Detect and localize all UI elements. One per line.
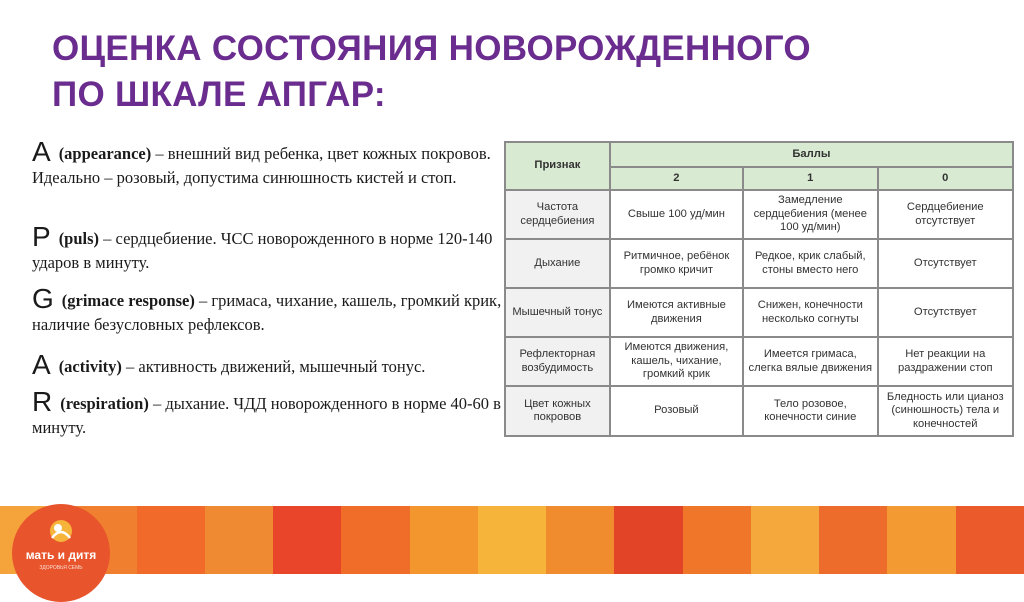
definition-term: (grimace response) [61, 291, 195, 310]
row-sign: Дыхание [505, 239, 610, 288]
definition-activity [32, 349, 426, 380]
brand-logo [12, 504, 110, 602]
strip-segment [683, 506, 751, 574]
cell-score-1: Тело розовое, конечности синие [743, 386, 877, 436]
row-sign: Частота сердцебиения [505, 190, 610, 239]
cell-score-1: Редкое, крик слабый, стоны вместо него [743, 239, 877, 288]
strip-segment [205, 506, 273, 574]
column-header-scores: Баллы [610, 142, 1013, 167]
table-row [505, 337, 1013, 386]
cell-score-2: Имеются движения, кашель, чихание, громкий крик [610, 337, 743, 386]
slide-title-line-1: ОЦЕНКА СОСТОЯНИЯ НОВОРОЖДЕННОГО [52, 29, 811, 68]
cell-score-2: Ритмичное, ребёнок громко кричит [610, 239, 743, 288]
column-header-score-1: 1 [743, 167, 877, 190]
definition-term: (appearance) [58, 144, 152, 163]
brand-tagline: ЗДОРОВЬЯ СЕМЬ [39, 565, 83, 571]
definition-text: – внешний вид ребенка, цвет кожных покровов. Идеально – розовый, допустима синюшность кистей и стоп. [32, 144, 491, 187]
cell-score-1: Снижен, конечности несколько согнуты [743, 288, 877, 337]
strip-segment [410, 506, 478, 574]
table-row [505, 190, 1013, 239]
strip-segment [887, 506, 955, 574]
definition-term: (respiration) [60, 394, 149, 413]
table-row [505, 288, 1013, 337]
definition-puls [32, 221, 502, 275]
cell-score-0: Отсутствует [878, 239, 1013, 288]
strip-segment [137, 506, 205, 574]
definition-text: – дыхание. ЧДД новорожденного в норме 40-60 в минуту. [32, 394, 501, 437]
strip-segment [478, 506, 546, 574]
definition-respiration [32, 386, 502, 440]
slide-title [52, 26, 952, 118]
row-sign: Цвет кожных покровов [505, 386, 610, 436]
cell-score-0: Отсутствует [878, 288, 1013, 337]
definition-letter: A [32, 349, 51, 380]
definition-letter: R [32, 386, 53, 417]
table-row [505, 239, 1013, 288]
strip-segment [614, 506, 682, 574]
column-header-score-0: 0 [878, 167, 1013, 190]
cell-score-0: Нет реакции на раздражении стоп [878, 337, 1013, 386]
definition-term: (puls) [58, 229, 100, 248]
strip-segment [751, 506, 819, 574]
brand-name: мать и дитя [25, 548, 97, 562]
cell-score-2: Свыше 100 уд/мин [610, 190, 743, 239]
row-sign: Рефлекторная возбудимость [505, 337, 610, 386]
definition-text: – сердцебиение. ЧСС новорожденного в норме 120-140 ударов в минуту. [32, 229, 493, 272]
column-header-score-2: 2 [610, 167, 743, 190]
cell-score-1: Имеется гримаса, слегка вялые движения [743, 337, 877, 386]
definition-letter: A [32, 136, 51, 167]
strip-segment [546, 506, 614, 574]
cell-score-2: Имеются активные движения [610, 288, 743, 337]
cell-score-2: Розовый [610, 386, 743, 436]
row-sign: Мышечный тонус [505, 288, 610, 337]
definition-appearance [32, 136, 502, 190]
strip-segment [341, 506, 409, 574]
definition-letter: P [32, 221, 51, 252]
table-row [505, 386, 1013, 436]
apgar-score-table [504, 141, 1014, 437]
definition-grimace [32, 283, 502, 337]
definition-text: – активность движений, мышечный тонус. [121, 357, 426, 376]
strip-segment [273, 506, 341, 574]
mother-child-icon [46, 518, 76, 544]
decorative-color-strip [0, 506, 1024, 574]
cell-score-1: Замедление сердцебиения (менее 100 уд/мин) [743, 190, 877, 239]
strip-segment [956, 506, 1024, 574]
strip-segment [819, 506, 887, 574]
cell-score-0: Сердцебиение отсутствует [878, 190, 1013, 239]
column-header-sign: Признак [505, 142, 610, 190]
cell-score-0: Бледность или цианоз (синюшность) тела и конечностей [878, 386, 1013, 436]
definition-text: – гримаса, чихание, кашель, громкий крик, наличие безусловных рефлексов. [32, 291, 502, 334]
definition-letter: G [32, 283, 54, 314]
slide-title-line-2: ПО ШКАЛЕ АПГАР: [52, 75, 386, 114]
definition-term: (activity) [58, 357, 122, 376]
